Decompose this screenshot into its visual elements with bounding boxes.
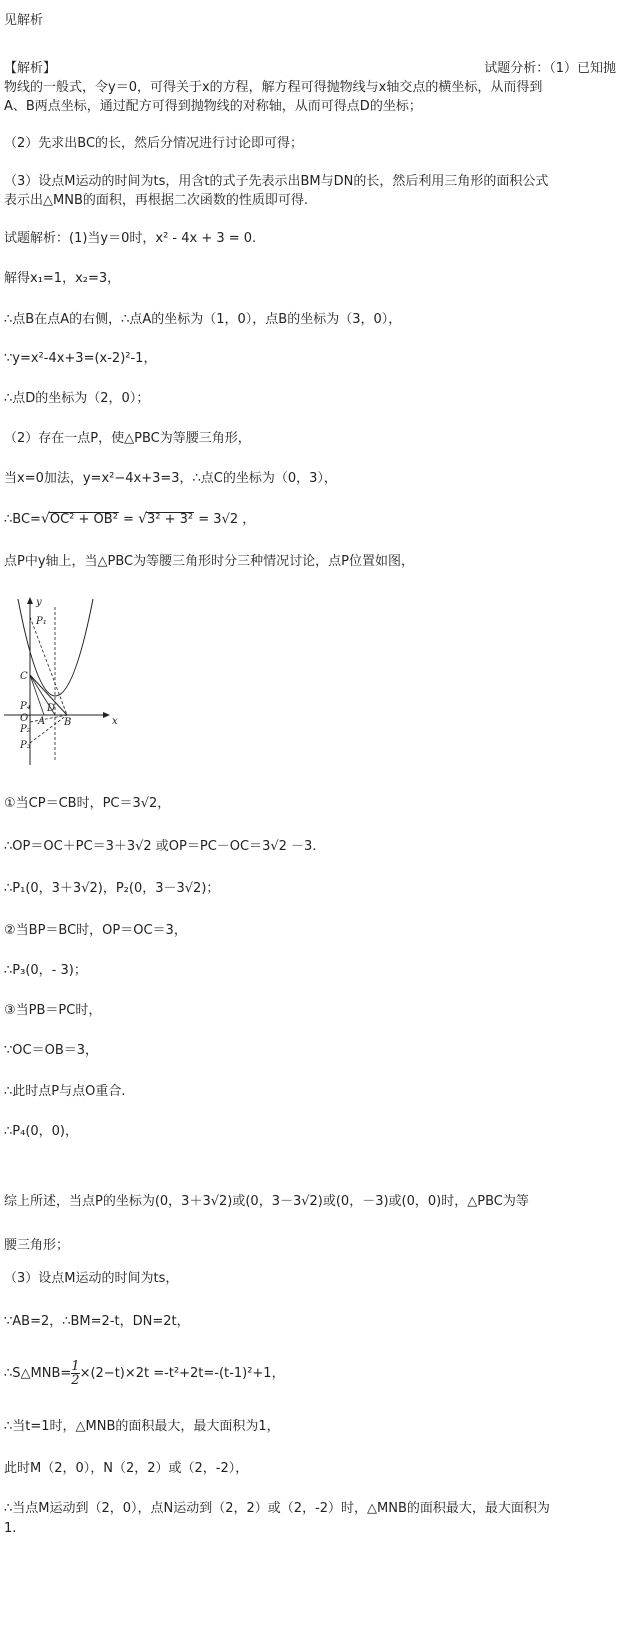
label-d: D <box>47 703 56 714</box>
parabola-curve <box>18 599 93 696</box>
part3-line1: （3）设点M运动的时间为ts， <box>4 1271 179 1286</box>
case2-line2: ∴P₃(0，- 3)； <box>4 963 87 978</box>
solution-s7: 当x=0加法，y=x²−4x+3=3，∴点C的坐标为（0，3）， <box>4 471 337 486</box>
part3-line2: ∵AB=2，∴BM=2-t，DN=2t， <box>4 1314 190 1329</box>
bc-equals: = <box>123 512 134 527</box>
part3-line4: ∴当t=1时，△MNB的面积最大，最大面积为1， <box>4 1419 280 1434</box>
solution-s1: 试题解析：(1)当y＝0时，x² - 4x + 3 = 0. <box>4 231 257 246</box>
solution-s9: 点P中y轴上，当△PBC为等腰三角形时分三种情况讨论，点P位置如图， <box>4 554 414 569</box>
analysis-p3a: （3）设点M运动的时间为ts，用含t的式子先表示出BM与DN的长，然后利用三角形的面积公式 <box>4 174 549 189</box>
solution-s5: ∴点D的坐标为（2，0）； <box>4 391 150 406</box>
label-o: O <box>20 713 29 724</box>
label-p1: P₁ <box>36 616 47 627</box>
summary-line1: 综上所述，当点P的坐标为(0，3＋3√2)或(0，3－3√2)或(0，－3)或(0，0)时，△PBC为等 <box>4 1194 529 1209</box>
label-x: x <box>112 716 118 727</box>
segment-p3b <box>30 715 67 743</box>
analysis-p3b: 表示出△MNB的面积，再根据二次函数的性质即可得. <box>4 193 308 208</box>
bc-result: = 3√2 <box>198 512 239 527</box>
solution-s2: 解得x₁=1，x₂=3， <box>4 271 121 286</box>
case1-line1: ①当CP＝CB时，PC＝3√2， <box>4 796 171 811</box>
bc-radicand-2: 3² + 3² <box>147 512 194 527</box>
analysis-p1: 物线的一般式，令y＝0，可得关于x的方程，解方程可得抛物线与x轴交点的横坐标，从而得到 <box>4 80 543 95</box>
segment-p2b <box>30 715 67 722</box>
area-prefix: ∴S△MNB= <box>4 1366 72 1381</box>
y-axis-arrow <box>27 597 33 604</box>
fraction-denominator: 2 <box>71 1373 80 1388</box>
label-c: C <box>20 671 28 682</box>
case3-line1: ③当PB＝PC时， <box>4 1003 102 1018</box>
bc-radicand-1: OC² + OB² <box>49 512 118 527</box>
segment-p1b <box>30 617 67 715</box>
case1-line3: ∴P₁(0，3＋3√2)，P₂(0，3－3√2)； <box>4 881 220 896</box>
part3-line6: ∴当点M运动到（2，0），点N运动到（2，2）或（2，-2）时，△MNB的面积最大，最大面积为 <box>4 1501 550 1516</box>
answer-header: 见解析 <box>4 13 44 28</box>
fraction-numerator: 1 <box>71 1359 80 1374</box>
case1-line2: ∴OP＝OC＋PC＝3＋3√2 或OP＝PC－OC＝3√2 －3. <box>4 839 317 854</box>
label-p2: P₂ <box>20 724 31 735</box>
area-rest: ×(2−t)×2t =-t²+2t=-(t-1)²+1， <box>79 1366 285 1381</box>
case3-line2: ∵OC＝OB＝3， <box>4 1043 99 1058</box>
part3-line5: 此时M（2，0），N（2，2）或（2，-2）， <box>4 1461 249 1476</box>
solution-s4: ∵y=x²-4x+3=(x-2)²-1， <box>4 351 157 366</box>
label-y: y <box>36 597 42 608</box>
part3-line7: 1. <box>4 1521 17 1536</box>
label-p4: P₄ <box>20 701 31 712</box>
summary-line2: 腰三角形； <box>4 1238 70 1253</box>
analysis-p1b: A、B两点坐标，通过配方可得到抛物线的对称轴，从而可得点D的坐标； <box>4 99 422 114</box>
solution-s3: ∴点B在点A的右侧，∴点A的坐标为（1，0），点B的坐标为（3，0）， <box>4 312 402 327</box>
case3-line3: ∴此时点P与点O重合. <box>4 1084 126 1099</box>
part3-area-formula <box>4 1360 285 1387</box>
parabola-figure <box>0 595 120 770</box>
x-axis-arrow <box>103 712 110 718</box>
bc-prefix: ∴BC= <box>4 512 41 527</box>
bc-end: ， <box>242 512 256 527</box>
half-fraction <box>71 1360 79 1387</box>
solution-bc-line: ∴BC=√OC² + OB² = √3² + 3² = 3√2 ， <box>4 511 256 527</box>
segment-ca <box>30 675 44 715</box>
solution-s6: （2）存在一点P，使△PBC为等腰三角形， <box>4 431 251 446</box>
analysis-label: 试题分析：（1）已知抛 <box>484 61 616 76</box>
label-b: B <box>64 717 72 728</box>
label-a: A <box>38 716 46 727</box>
case3-line4: ∴P₄(0，0)， <box>4 1124 79 1139</box>
case2-line1: ②当BP＝BC时，OP＝OC＝3， <box>4 923 187 938</box>
analysis-p2: （2）先求出BC的长，然后分情况进行讨论即可得； <box>4 136 304 151</box>
label-p3: P₃ <box>20 740 31 751</box>
analysis-tag: 【解析】 <box>4 61 57 76</box>
